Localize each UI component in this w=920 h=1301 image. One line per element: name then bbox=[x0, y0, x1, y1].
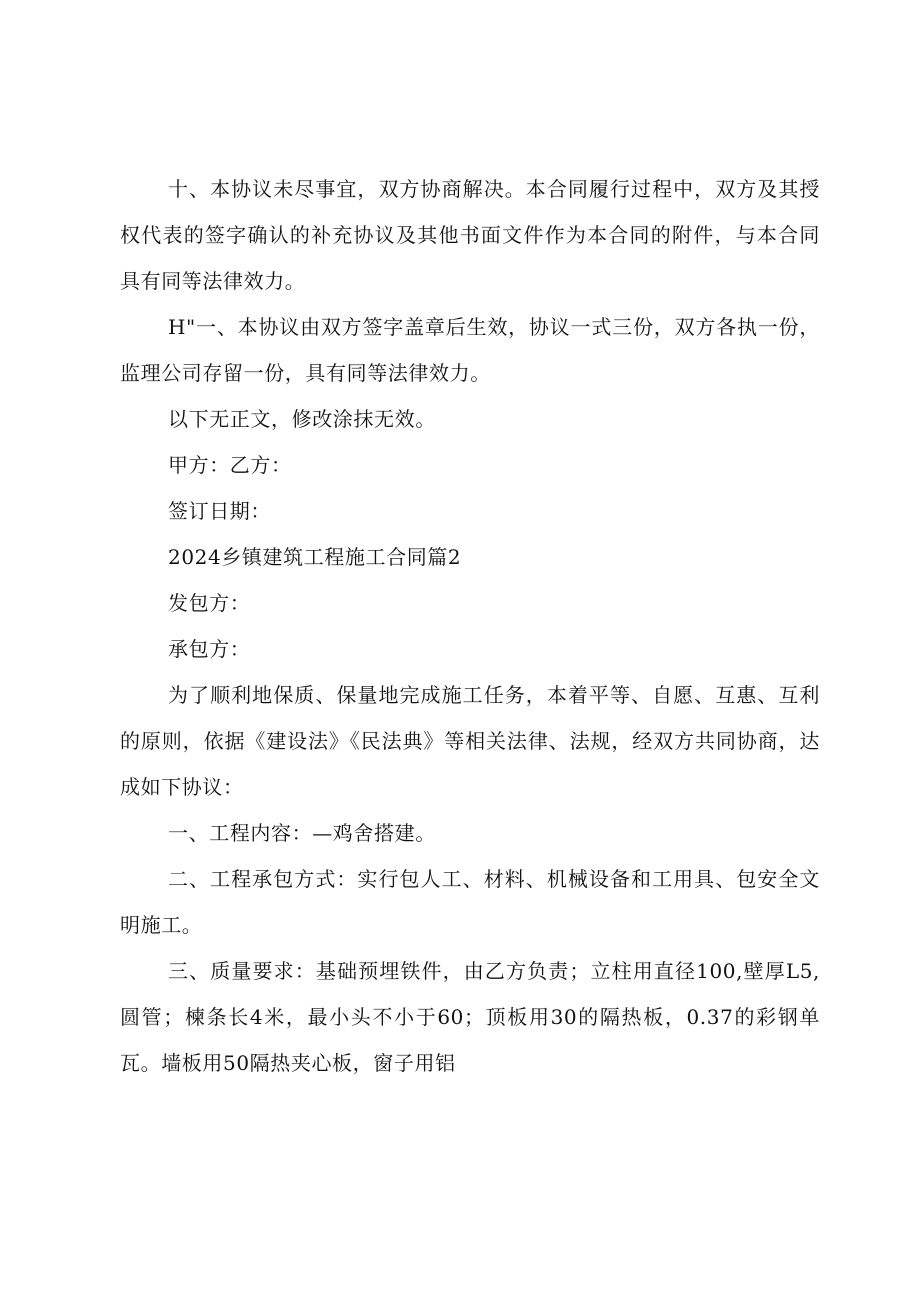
contractor-line: 承包方： bbox=[168, 637, 251, 661]
clause-ten-paragraph: 十、本协议未尽事宜，双方协商解决。本合同履行过程中，双方及其授权代表的签字确认的补充协议及其他书面文件作为本合同的附件，与本合同具有同等法律效力。 bbox=[120, 177, 820, 293]
no-further-text-note: 以下无正文，修改涂抹无效。 bbox=[168, 407, 436, 431]
party-signature-line: 甲方：乙方： bbox=[168, 453, 292, 477]
clause-two-paragraph: 二、工程承包方式：实行包人工、材料、机械设备和工用具、包安全文明施工。 bbox=[120, 867, 820, 937]
clause-eleven-paragraph: H"一、本协议由双方签字盖章后生效，协议一式三份，双方各执一份，监理公司存留一份，具有同等法律效力。 bbox=[120, 315, 820, 385]
preamble-paragraph: 为了顺利地保质、保量地完成施工任务，本着平等、自愿、互惠、互利的原则，依据《建设法》《民法典》等相关法律、法规，经双方共同协商，达成如下协议： bbox=[120, 683, 820, 799]
document-body bbox=[120, 166, 820, 1086]
clause-one-paragraph: 一、工程内容：—鸡舍搭建。 bbox=[168, 821, 436, 845]
employer-line: 发包方： bbox=[168, 591, 251, 615]
section-title: 2024乡镇建筑工程施工合同篇2 bbox=[168, 545, 462, 569]
signing-date-line: 签订日期： bbox=[168, 499, 271, 523]
clause-three-paragraph: 三、质量要求：基础预埋铁件，由乙方负责；立柱用直径100,壁厚L5,圆管；楝条长4米，最小头不小于60；顶板用30的隔热板，0.37的彩钢单瓦。墙板用50隔热夹心板，窗子用铝 bbox=[120, 959, 820, 1075]
